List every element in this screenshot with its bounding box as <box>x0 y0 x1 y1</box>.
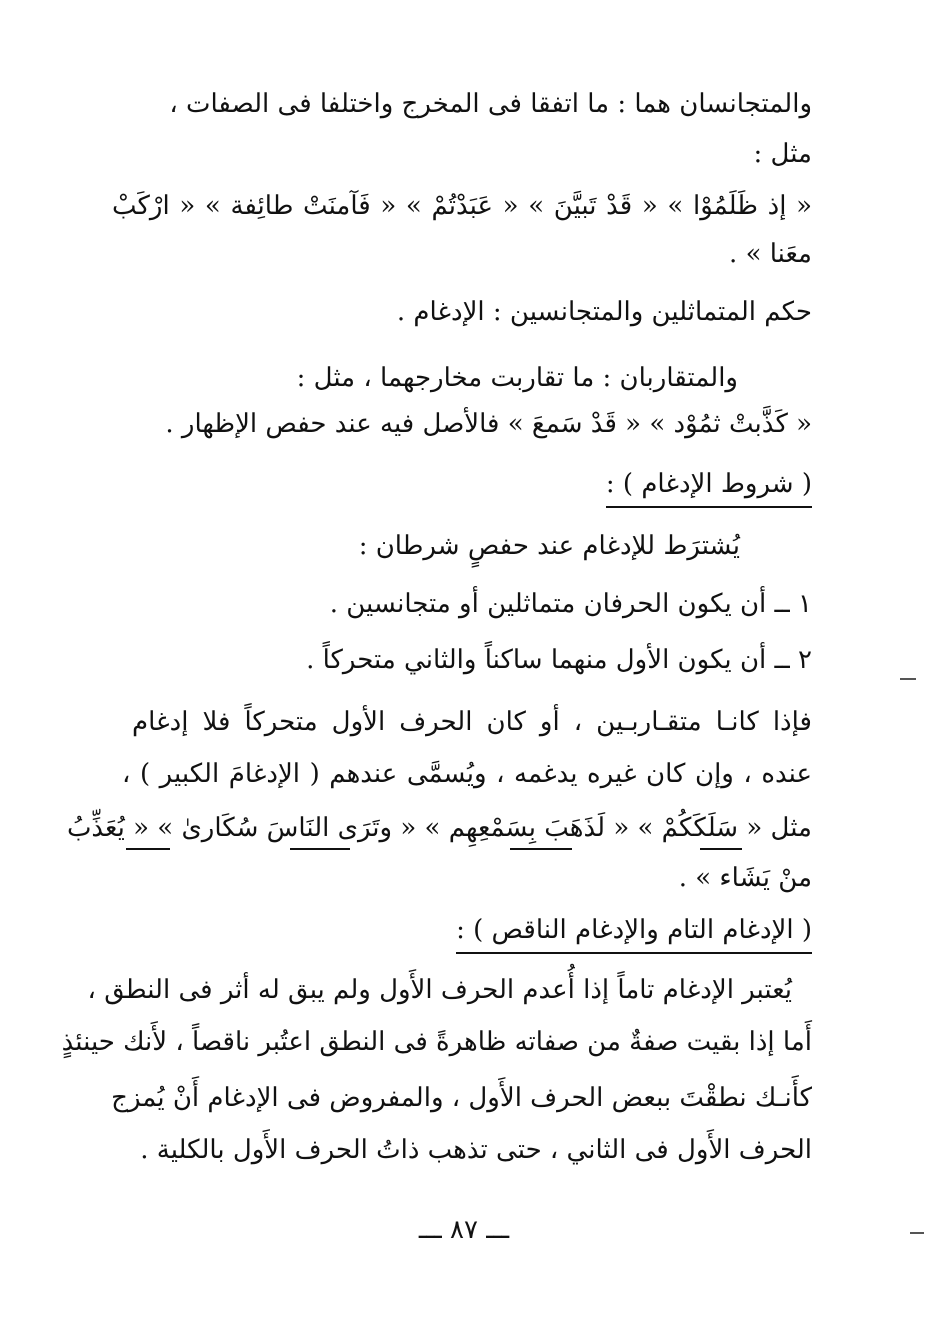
heading-full-partial: ( الإدغام التام والإدغام الناقص ) : <box>456 910 812 954</box>
text-line: « كَذَّبتْ ثمُوْد » « قَدْ سَمعَ » فالأصل فيه عند حفص الإظهار . <box>165 409 812 439</box>
text-line: كأَنـك نطقْتَ ببعض الحرف الأَول ، والمفروض فى الإدغام أَنْ يُمزج <box>111 1083 812 1113</box>
underline-mark <box>510 848 572 850</box>
text-line: أَما إذا بقيت صفةٌ من صفاته ظاهرةً فى النطق اعتُبر ناقصاً ، لأَنك حينئذٍ <box>61 1027 812 1057</box>
text-line: معَنا » . <box>729 239 812 269</box>
text-line: يُعتبر الإدغام تاماً إذا أُعدم الحرف الأَول ولم يبق له أثر فى النطق ، <box>87 975 792 1005</box>
text-line: والمتجانسان هما : ما اتفقا فى المخرج واختلفا فى الصفات ، <box>169 89 812 119</box>
text-line: منْ يَشَاء » . <box>678 863 812 893</box>
underline-mark <box>700 848 742 850</box>
margin-mark <box>910 1232 924 1234</box>
margin-mark <box>900 678 916 680</box>
text-line: الحرف الأَول فى الثاني ، حتى تذهب ذاتُ الحرف الأَول بالكلية . <box>140 1135 812 1165</box>
section-heading <box>112 908 812 954</box>
underline-mark <box>290 848 350 850</box>
section-heading <box>112 462 812 508</box>
text-line: يُشترَط للإدغام عند حفصٍ شرطان : <box>358 531 740 561</box>
text-line: حكم المتماثلين والمتجانسين : الإدغام . <box>396 297 812 327</box>
text-line: ٢ ــ أن يكون الأول منهما ساكناً والثاني متحركاً . <box>306 645 812 675</box>
text-line: مثل : <box>753 139 812 169</box>
text-line: « إذ ظَلَمُوْا » « قَدْ تَبيَّنَ » « عَبَدْتُمْ » « فَآمنَتْ طائِفة » « ارْكَبْ <box>112 191 812 221</box>
text-line: عنده ، وإن كان غيره يدغمه ، ويُسمَّى عندهم ( الإدغامَ الكبير ) ، <box>122 759 812 789</box>
heading-conditions: ( شروط الإدغام ) : <box>606 464 812 508</box>
text-line: والمتقاربان : ما تقاربت مخارجهما ، مثل : <box>296 363 738 393</box>
page-number: ـــ ٨٧ ـــ <box>418 1215 510 1245</box>
text-line: ١ ــ أن يكون الحرفان متماثلين أو متجانسين . <box>329 589 812 619</box>
text-line: فإذا كانـا متقـاربـين ، أو كان الحرف الأول متحركاً فلا إدغام <box>132 707 812 737</box>
text-line: مثل « سَلَكَكُمْ » « لَذَهَبَ بِسَمْعِهِم » « وتَرَى النَاسَ سُكَارىٰ » « يُعَذِّبُ <box>66 813 812 843</box>
underline-mark <box>126 848 170 850</box>
